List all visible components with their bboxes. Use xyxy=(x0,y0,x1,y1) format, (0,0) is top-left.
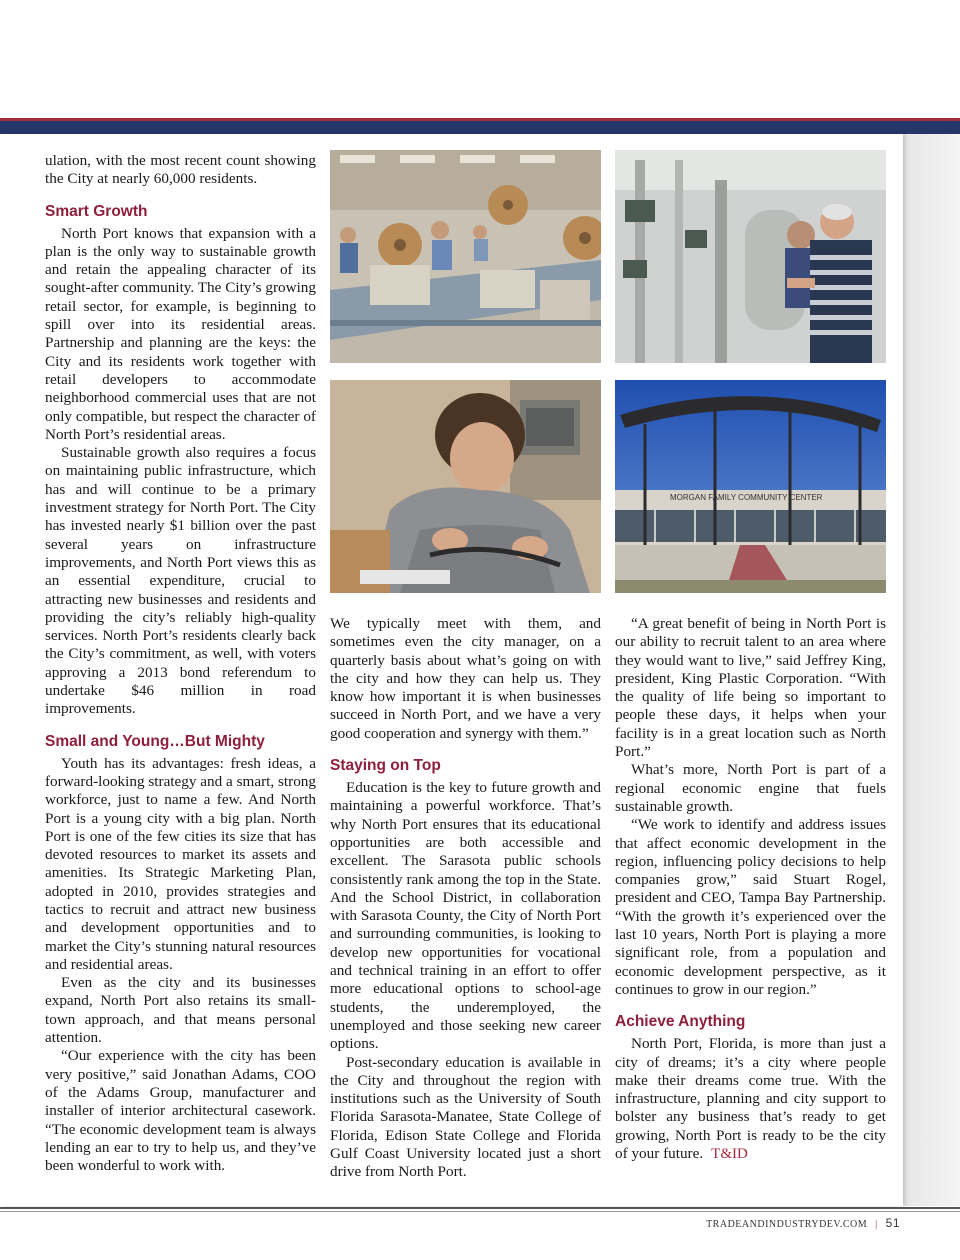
paragraph: “Our experience with the city has been very positive,” said Jonathan Adams, COO of the Adams Group, manufacturer and installer of interior architectural casework. “The economic development team is always lending an ear to try to help us, and they’ve been wonderful to work with. xyxy=(45,1047,316,1175)
page-number: 51 xyxy=(885,1216,900,1230)
page-edge-shadow xyxy=(902,134,960,1206)
end-of-article-mark: T&ID xyxy=(711,1146,748,1163)
footer-separator: | xyxy=(875,1219,878,1230)
paragraph: “A great benefit of being in North Port is our ability to recruit talent to an area where they would want to live,” said Jeffrey King, president, King Plastic Corporation. “With the quality of life being so important to people these days, it helps when your facility is in a great location such as North Port.” xyxy=(615,615,886,761)
paragraph: Post-secondary education is available in the City and throughout the region with institutions such as the University of South Florida Sarasota-Manatee, State College of Florida, Edison State College and Florida Gulf Coast University located just a short drive from North Port. xyxy=(330,1053,601,1181)
page-footer xyxy=(706,1216,900,1230)
community-center-building-photo xyxy=(615,380,886,593)
paragraph: Education is the key to future growth and maintaining a powerful workforce. That’s why North Port ensures that its educational opportunities are both accessible and excellent. The Sarasota public schools consistently rank among the top in the State. And the School District, in collaboration with Sarasota County, the City of North Port and surrounding communities, is looking to develop new opportunities for vocational and technical training in an effort to offer more educational options to school-age students, the underemployed, the unemployed and those seeking new career options. xyxy=(330,779,601,1053)
section-heading-smart-growth: Smart Growth xyxy=(45,202,148,220)
building-sign: MORGAN FAMILY COMMUNITY CENTER xyxy=(670,493,823,502)
paragraph: Youth has its advantages: fresh ideas, a forward-looking strategy and a smart, strong workforce, just to name a few. And North Port is a young city with a big plan. North Port is one of the few cities its size that has devoted resources to market its assets and amenities. Its Strategic Marketing Plan, adopted in 2010, provides strategies and tactics to recruit and attract new business and development opportunities and to market the City’s stunning natural resources and residential areas. xyxy=(45,754,316,973)
paragraph-text: North Port, Florida, is more than just a city of dreams; it’s a city where people make their dreams come true. With the infrastructure, planning and city support to bolster any business that’s ready to get growing, North Port is ready to be the city of your future. xyxy=(615,1035,886,1163)
paragraph: ulation, with the most recent count showing the City at nearly 60,000 residents. xyxy=(45,152,316,188)
paragraph xyxy=(615,1035,886,1163)
section-heading-small-and-young: Small and Young…But Mighty xyxy=(45,732,265,750)
paragraph: What’s more, North Port is part of a regional economic engine that fuels sustainable growth. xyxy=(615,761,886,815)
article-column-3 xyxy=(615,615,886,1163)
men-inspecting-industrial-equipment-photo xyxy=(615,150,886,363)
footer-site-link[interactable]: TRADEANDINDUSTRYDEV.COM xyxy=(706,1219,868,1230)
young-man-working-with-tools-photo xyxy=(330,380,601,593)
section-heading-staying-on-top: Staying on Top xyxy=(330,757,441,775)
footer-rule-thin xyxy=(0,1211,960,1212)
header-accent-line xyxy=(0,118,960,121)
assembly-line-workers-photo xyxy=(330,150,601,363)
section-heading-achieve-anything: Achieve Anything xyxy=(615,1013,746,1031)
paragraph: We typically meet with them, and sometimes even the city manager, on a quarterly basis about what’s going on with the city and how they can help us. They know how important it is when businesses succeed in North Port, and we have a very good cooperation and synergy with them.” xyxy=(330,615,601,742)
paragraph: “We work to identify and address issues that affect economic development in the region, influencing policy decisions to help companies grow,” said Stuart Rogel, president and CEO, Tampa Bay Partnership. “With the growth it’s experienced over the last 10 years, North Port is playing a more significant role, from a population and economic development perspective, as it continues to grow in our region.” xyxy=(615,816,886,998)
paragraph: Even as the city and its businesses expand, North Port also retains its small-town approach, and that means personal attention. xyxy=(45,974,316,1047)
article-column-1 xyxy=(45,152,316,1175)
paragraph: Sustainable growth also requires a focus on maintaining public infrastructure, which has and will continue to be a primary investment strategy for North Port. The City has invested nearly $1 billion over the past several years on infrastructure improvements, and North Port views this as an essential expenditure, crucial to attracting new businesses and residents and providing the city’s reliably high-quality services. North Port’s residents clearly back the City’s commitment, as well, with voters approving a 2013 bond referendum to undertake $46 million in road improvements. xyxy=(45,444,316,718)
article-column-2 xyxy=(330,615,601,1182)
footer-rule xyxy=(0,1207,960,1209)
paragraph: North Port knows that expansion with a plan is the only way to sustainable growth and retain the appealing character of its sought-after community. The City’s growing retail sector, for example, is beginning to spill over into its residential areas. Partnership and planning are the keys: the City and its residents work together with retail developers to accommodate neighborhood commercial uses that are not only compatible, but respect the character of North Port’s residential areas. xyxy=(45,224,316,443)
